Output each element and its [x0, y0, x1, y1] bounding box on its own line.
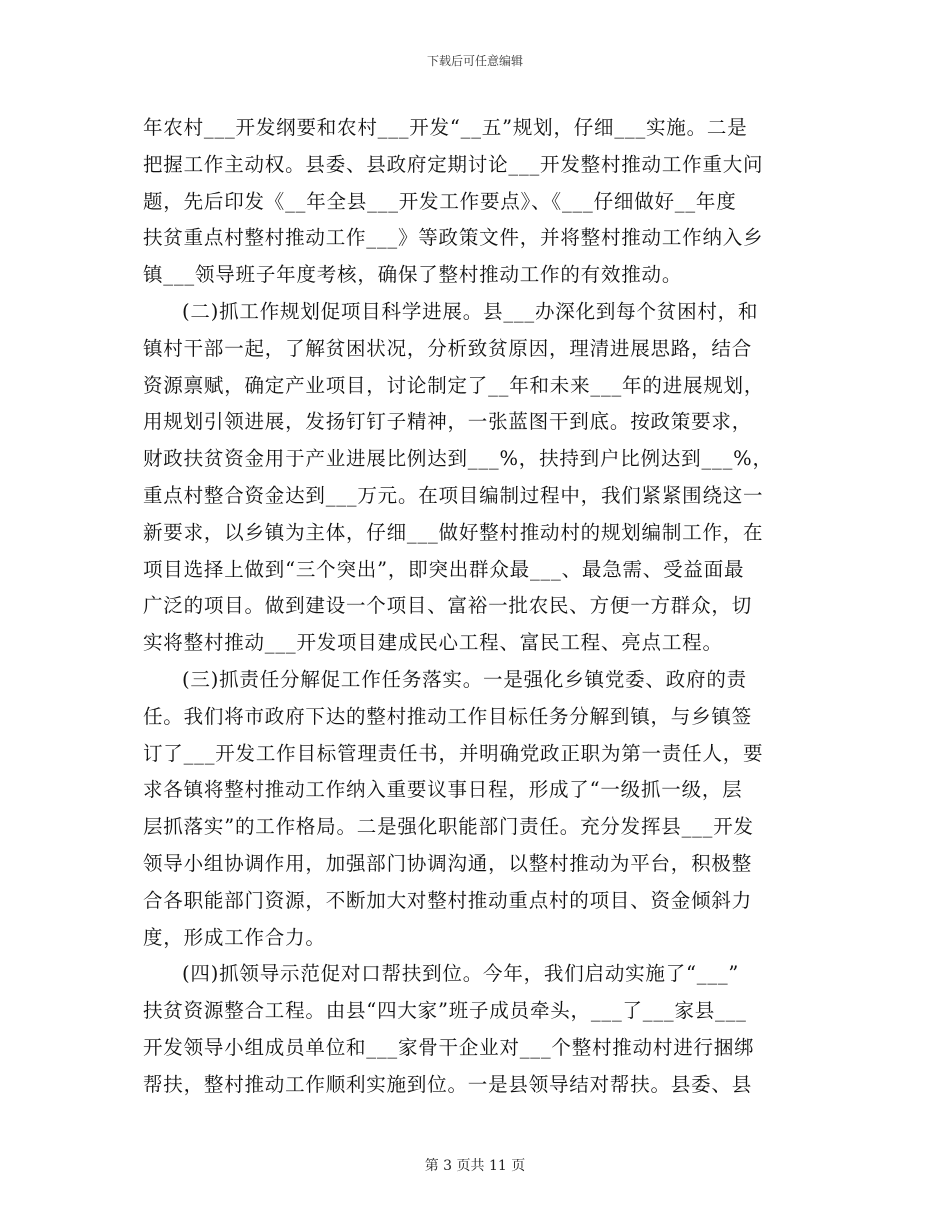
body-line: 资源禀赋，确定产业项目，讨论制定了__年和未来___年的进展规划，	[143, 373, 765, 397]
body-line: 镇村干部一起，了解贫困状况，分析致贫原因，理清进展思路，结合	[143, 336, 753, 360]
page-number-footer: 第 3 页共 11 页	[424, 1158, 526, 1174]
body-line: 合各职能部门资源，不断加大对整村推动重点村的项目、资金倾斜力	[143, 888, 753, 912]
body-line: 实将整村推动___开发项目建成民心工程、富民工程、亮点工程。	[143, 631, 723, 655]
body-line: 扶贫资源整合工程。由县“四大家”班子成员牵头，___了___家县___	[143, 999, 747, 1023]
page-header: 下载后可任意编辑	[426, 54, 523, 68]
body-line: 开发领导小组成员单位和___家骨干企业对___个整村推动村进行捆绑	[143, 1035, 755, 1059]
body-line: 领导小组协调作用，加强部门协调沟通，以整村推动为平台，积极整	[143, 851, 753, 875]
document-body	[143, 110, 807, 1104]
body-line: 新要求，以乡镇为主体，仔细___做好整村推动村的规划编制工作，在	[143, 520, 764, 544]
paragraph-start-line: (二)抓工作规划促项目科学进展。县___办深化到每个贫困村，和	[182, 299, 759, 323]
body-line: 帮扶，整村推动工作顺利实施到位。一是县领导结对帮扶。县委、县	[143, 1072, 753, 1096]
body-line: 镇___领导班子年度考核，确保了整村推动工作的有效推动。	[143, 263, 683, 287]
body-line: 重点村整合资金达到___万元。在项目编制过程中，我们紧紧围绕这一	[143, 483, 764, 507]
body-line: 广泛的项目。做到建设一个项目、富裕一批农民、方便一方群众，切	[143, 594, 753, 618]
body-line: 度，形成工作合力。	[143, 925, 326, 949]
paragraph-start-line: (三)抓责任分解促工作任务落实。一是强化乡镇党委、政府的责	[182, 667, 747, 691]
body-line: 年农村___开发纲要和农村___开发“__五”规划，仔细___实施。二是	[143, 116, 748, 139]
body-line: 订了___开发工作目标管理责任书，并明确党政正职为第一责任人，要	[143, 741, 764, 765]
body-line: 求各镇将整村推动工作纳入重要议事日程，形成了“一级抓一级，层	[143, 778, 743, 802]
body-line: 任。我们将市政府下达的整村推动工作目标任务分解到镇，与乡镇签	[143, 704, 753, 728]
body-line: 把握工作主动权。县委、县政府定期讨论___开发整村推动工作重大问	[143, 152, 764, 176]
body-line: 财政扶贫资金用于产业进展比例达到___%，扶持到户比例达到___%，	[143, 447, 773, 471]
body-line: 用规划引领进展，发扬钉钉子精神，一张蓝图干到底。按政策要求，	[143, 410, 753, 434]
body-line: 题，先后印发《__年全县___开发工作要点》、《___仔细做好__年度	[143, 189, 737, 213]
body-line: 项目选择上做到“三个突出”，即突出群众最___、最急需、受益面最	[143, 557, 745, 581]
paragraph-start-line: (四)抓领导示范促对口帮扶到位。今年，我们启动实施了“___”	[182, 962, 740, 986]
body-line: 层抓落实”的工作格局。二是强化职能部门责任。充分发挥县___开发	[143, 815, 754, 839]
body-line: 扶贫重点村整村推动工作___》等政策文件，并将整村推动工作纳入乡	[143, 226, 764, 250]
